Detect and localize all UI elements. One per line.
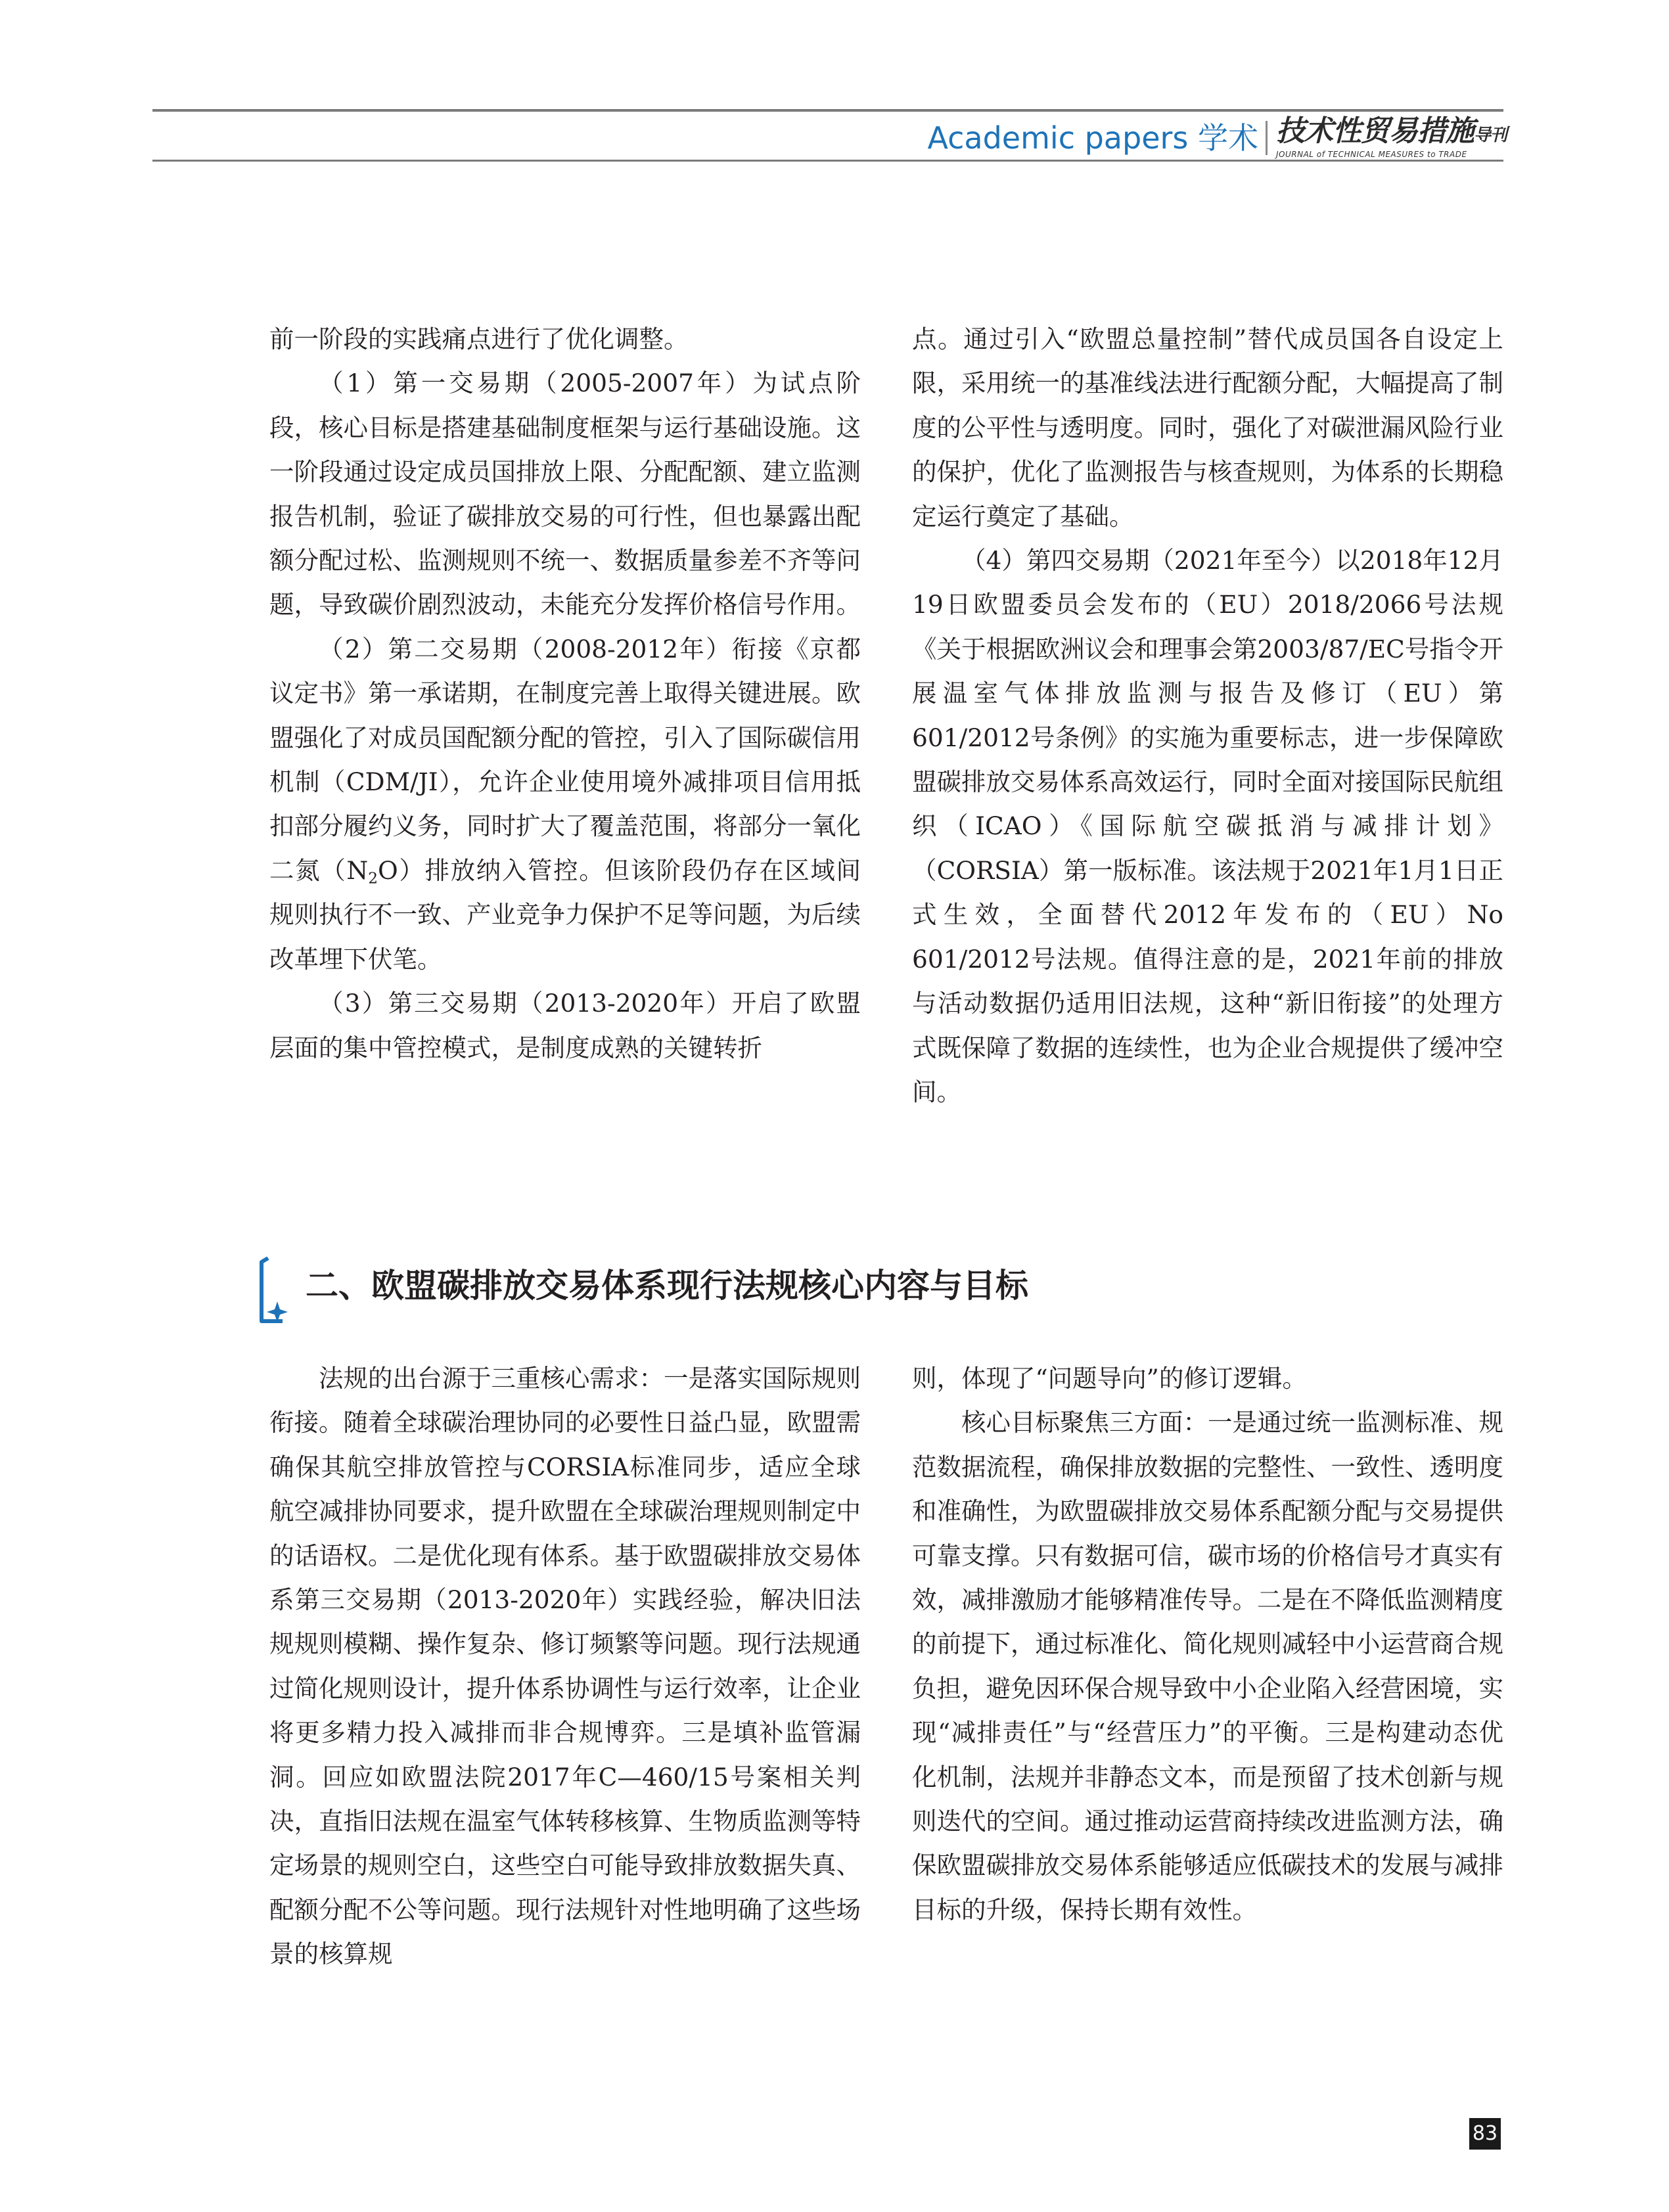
paragraph: 点。通过引入“欧盟总量控制”替代成员国各自设定上限，采用统一的基准线法进行配额分配，大幅提高了制度的公平性与透明度。同时，强化了对碳泄漏风险行业的保护，优化了监测报告与核查规则，为体系的长期稳定运行奠定了基础。	[912, 325, 1503, 531]
upper-right-column	[912, 317, 1503, 1114]
paragraph: 核心目标聚焦三方面：一是通过统一监测标准、规范数据流程，确保排放数据的完整性、一致性、透明度和准确性，为欧盟碳排放交易体系配额分配与交易提供可靠支撑。只有数据可信，碳市场的价格信号才真实有效，减排激励才能够精准传导。二是在不降低监测精度的前提下，通过标准化、简化规则减轻中小运营商合规负担，避免因环保合规导致中小企业陷入经营困境，实现“减排责任”与“经营压力”的平衡。三是构建动态优化机制，法规并非静态文本，而是预留了技术创新与规则迭代的空间。通过推动运营商持续改进监测方法，确保欧盟碳排放交易体系能够适应低碳技术的发展与减排目标的升级，保持长期有效性。	[912, 1408, 1503, 1924]
upper-left-column	[269, 317, 861, 1070]
journal-logo-small: 导刊	[1474, 125, 1507, 145]
heading-bracket-icon	[258, 1257, 297, 1326]
paragraph-text: （2）第二交易期（2008-2012年）衔接《京都议定书》第一承诺期，在制度完善上取得关键进展。欧盟强化了对成员国配额分配的管控，引入了国际碳信用机制（CDM/JI），允许企业使用境外减排项目信用抵扣部分履约义务，同时扩大了覆盖范围，将部分一氧化二氮（N	[269, 634, 861, 885]
paragraph: 法规的出台源于三重核心需求：一是落实国际规则衔接。随着全球碳治理协同的必要性日益凸显，欧盟需确保其航空排放管控与CORSIA标准同步，适应全球航空减排协同要求，提升欧盟在全球碳治理规则制定中的话语权。二是优化现有体系。基于欧盟碳排放交易体系第三交易期（2013-2020年）实践经验，解决旧法规规则模糊、操作复杂、修订频繁等问题。现行法规通过简化规则设计，提升体系协调性与运行效率，让企业将更多精力投入减排而非合规博弈。三是填补监管漏洞。回应如欧盟法院2017年C—460/15号案相关判决，直指旧法规在温室气体转移核算、生物质监测等特定场景的规则空白，这些空白可能导致排放数据失真、配额分配不公等问题。现行法规针对性地明确了这些场景的核算规	[269, 1364, 861, 1969]
section-heading: 二、欧盟碳排放交易体系现行法规核心内容与目标	[306, 1267, 1028, 1305]
subscript: 2	[368, 869, 378, 888]
paragraph	[269, 627, 861, 982]
lower-right-column	[912, 1357, 1503, 1932]
paragraph: （1）第一交易期（2005-2007年）为试点阶段，核心目标是搭建基础制度框架与运行基础设施。这一阶段通过设定成员国排放上限、分配配额、建立监测报告机制，验证了碳排放交易的可行性，但也暴露出配额分配过松、监测规则不统一、数据质量参差不齐等问题，导致碳价剧烈波动，未能充分发挥价格信号作用。	[269, 369, 861, 620]
journal-logo	[1276, 113, 1507, 150]
header-separator	[1266, 121, 1268, 155]
section-label: Academic papers 学术	[927, 120, 1258, 156]
paragraph: 前一阶段的实践痛点进行了优化调整。	[269, 325, 689, 353]
journal-logo-main: 技术性贸易措施	[1276, 114, 1474, 148]
page-number: 83	[1469, 2118, 1501, 2150]
paragraph: （4）第四交易期（2021年至今）以2018年12月19日欧盟委员会发布的（EU）2018/2066号法规《关于根据欧洲议会和理事会第2003/87/EC号指令开展温室气体排放监测与报告及修订（EU）第601/2012号条例》的实施为重要标志，进一步保障欧盟碳排放交易体系高效运行，同时全面对接国际民航组织（ICAO）《国际航空碳抵消与减排计划》（CORSIA）第一版标准。该法规于2021年1月1日正式生效，全面替代2012年发布的（EU）No 601/2012号法规。值得注意的是，2021年前的排放与活动数据仍适用旧法规，这种“新旧衔接”的处理方式既保障了数据的连续性，也为企业合规提供了缓冲空间。	[912, 546, 1503, 1106]
journal-english-name: JOURNAL of TECHNICAL MEASURES to TRADE	[1276, 150, 1467, 159]
paragraph: 则，体现了“问题导向”的修订逻辑。	[912, 1364, 1307, 1393]
header-top-rule	[152, 109, 1503, 112]
paragraph-text: O）排放纳入管控。但该阶段仍存在区域间规则执行不一致、产业竞争力保护不足等问题，为后续改革埋下伏笔。	[269, 855, 861, 974]
lower-left-column	[269, 1357, 861, 1977]
header-bottom-rule	[152, 160, 1503, 162]
paragraph: （3）第三交易期（2013-2020年）开启了欧盟层面的集中管控模式，是制度成熟的关键转折	[269, 989, 861, 1062]
